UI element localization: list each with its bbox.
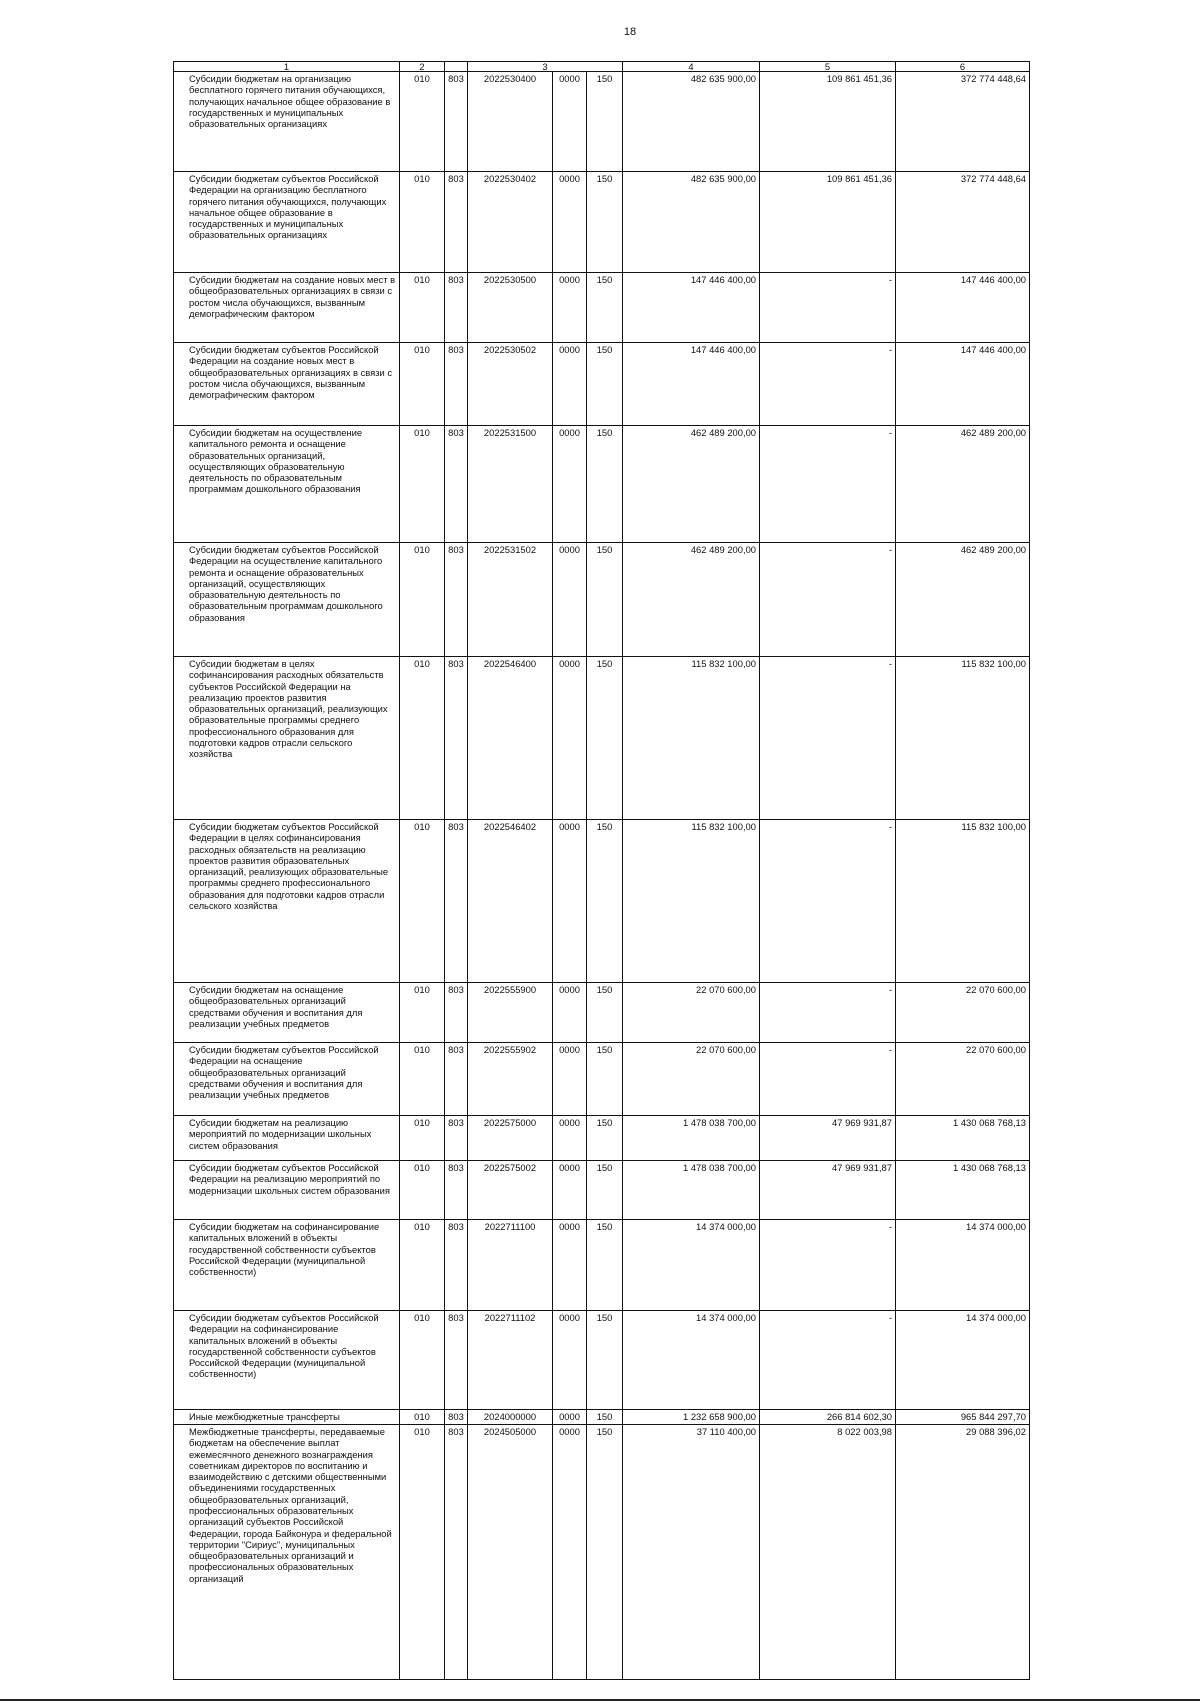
row-name: Субсидии бюджетам на организацию бесплатного горячего питания обучающихся, получающих начальное общее образование в государственных и муниципальных образовательных организациях (174, 72, 400, 172)
table-row (174, 172, 1030, 273)
amount-approved: 462 489 200,00 (623, 543, 760, 657)
header-col-4: 4 (623, 62, 760, 72)
amount-approved: 115 832 100,00 (623, 657, 760, 820)
amount-approved: 37 110 400,00 (623, 1425, 760, 1680)
row-name: Субсидии бюджетам субъектов Российской Федерации на создание новых мест в общеобразовательных организациях в связи с ростом числа обучающихся, вызванным демографическим фактором (174, 343, 400, 426)
code-kbk: 2022575002 (468, 1161, 553, 1220)
code-chief: 803 (445, 1425, 468, 1680)
table-row (174, 657, 1030, 820)
code-kbk: 2022546402 (468, 820, 553, 983)
amount-approved: 147 446 400,00 (623, 343, 760, 426)
code-kbk: 2022531500 (468, 426, 553, 543)
code-kbk: 2022555900 (468, 983, 553, 1043)
amount-executed: - (760, 343, 896, 426)
table-row (174, 273, 1030, 343)
header-col-1: 1 (174, 62, 400, 72)
code-kosgu: 150 (587, 820, 623, 983)
code-sub: 0000 (553, 657, 587, 820)
row-name: Субсидии бюджетам на осуществление капитального ремонта и оснащение образовательных организаций, осуществляющих образовательную деятельность по образовательным программам дошкольного образования (174, 426, 400, 543)
header-col-6: 6 (896, 62, 1030, 72)
amount-approved: 14 374 000,00 (623, 1311, 760, 1410)
code-admin: 010 (400, 1161, 445, 1220)
amount-remaining: 14 374 000,00 (896, 1220, 1030, 1311)
code-sub: 0000 (553, 72, 587, 172)
code-kosgu: 150 (587, 657, 623, 820)
code-kbk: 2022575000 (468, 1116, 553, 1161)
amount-remaining: 29 088 396,02 (896, 1425, 1030, 1680)
code-admin: 010 (400, 1220, 445, 1311)
amount-remaining: 14 374 000,00 (896, 1311, 1030, 1410)
code-admin: 010 (400, 983, 445, 1043)
amount-executed: 266 814 602,30 (760, 1410, 896, 1425)
code-admin: 010 (400, 172, 445, 273)
code-sub: 0000 (553, 426, 587, 543)
code-sub: 0000 (553, 1116, 587, 1161)
code-admin: 010 (400, 543, 445, 657)
table-row (174, 1220, 1030, 1311)
table-row (174, 426, 1030, 543)
code-kbk: 2024000000 (468, 1410, 553, 1425)
row-name: Межбюджетные трансферты, передаваемые бюджетам на обеспечение выплат ежемесячного денежного вознаграждения советникам директоров по воспитанию и взаимодействию с детскими общественными объединениями государственных общеобразовательных организаций, профессиональных образовательных организаций субъектов Российской Федерации, города Байконура и федеральной территории "Сириус", муниципальных общеобразовательных организаций и профессиональных образовательных организаций (174, 1425, 400, 1680)
code-chief: 803 (445, 72, 468, 172)
code-chief: 803 (445, 1161, 468, 1220)
code-admin: 010 (400, 657, 445, 820)
code-admin: 010 (400, 273, 445, 343)
code-kosgu: 150 (587, 1311, 623, 1410)
amount-remaining: 22 070 600,00 (896, 1043, 1030, 1116)
code-kosgu: 150 (587, 343, 623, 426)
code-kbk: 2022530400 (468, 72, 553, 172)
amount-executed: 8 022 003,98 (760, 1425, 896, 1680)
code-sub: 0000 (553, 1425, 587, 1680)
page-bottom-line (0, 1699, 1200, 1701)
code-admin: 010 (400, 1410, 445, 1425)
code-chief: 803 (445, 1043, 468, 1116)
amount-approved: 462 489 200,00 (623, 426, 760, 543)
amount-remaining: 462 489 200,00 (896, 543, 1030, 657)
code-kbk: 2022530502 (468, 343, 553, 426)
code-kbk: 2022711102 (468, 1311, 553, 1410)
code-sub: 0000 (553, 983, 587, 1043)
code-chief: 803 (445, 1410, 468, 1425)
amount-remaining: 1 430 068 768,13 (896, 1116, 1030, 1161)
code-kbk: 2022530500 (468, 273, 553, 343)
row-name: Субсидии бюджетам на реализацию мероприятий по модернизации школьных систем образования (174, 1116, 400, 1161)
amount-approved: 1 478 038 700,00 (623, 1116, 760, 1161)
code-chief: 803 (445, 983, 468, 1043)
amount-executed: 109 861 451,36 (760, 72, 896, 172)
code-admin: 010 (400, 1116, 445, 1161)
budget-table (173, 61, 1030, 1680)
table-row (174, 1311, 1030, 1410)
code-sub: 0000 (553, 172, 587, 273)
amount-approved: 1 478 038 700,00 (623, 1161, 760, 1220)
amount-executed: 109 861 451,36 (760, 172, 896, 273)
header-col-5: 5 (760, 62, 896, 72)
row-name: Иные межбюджетные трансферты (174, 1410, 400, 1425)
table-row (174, 1116, 1030, 1161)
code-kosgu: 150 (587, 543, 623, 657)
code-chief: 803 (445, 657, 468, 820)
code-admin: 010 (400, 72, 445, 172)
amount-executed: 47 969 931,87 (760, 1116, 896, 1161)
code-chief: 803 (445, 1220, 468, 1311)
amount-remaining: 462 489 200,00 (896, 426, 1030, 543)
table-row (174, 1043, 1030, 1116)
code-admin: 010 (400, 426, 445, 543)
code-kosgu: 150 (587, 1425, 623, 1680)
amount-approved: 22 070 600,00 (623, 983, 760, 1043)
code-admin: 010 (400, 820, 445, 983)
row-name: Субсидии бюджетам субъектов Российской Федерации в целях софинансирования расходных обязательств на реализацию проектов развития образовательных организаций, реализующих образовательные программы среднего профессионального образования для подготовки кадров отрасли сельского хозяйства (174, 820, 400, 983)
table-row (174, 543, 1030, 657)
code-chief: 803 (445, 543, 468, 657)
row-name: Субсидии бюджетам субъектов Российской Федерации на реализацию мероприятий по модернизации школьных систем образования (174, 1161, 400, 1220)
code-kosgu: 150 (587, 1043, 623, 1116)
amount-remaining: 1 430 068 768,13 (896, 1161, 1030, 1220)
code-kosgu: 150 (587, 72, 623, 172)
amount-executed: - (760, 820, 896, 983)
code-kosgu: 150 (587, 426, 623, 543)
table-row (174, 820, 1030, 983)
code-admin: 010 (400, 1425, 445, 1680)
row-name: Субсидии бюджетам субъектов Российской Федерации на организацию бесплатного горячего питания обучающихся, получающих начальное общее образование в государственных и муниципальных образовательных организациях (174, 172, 400, 273)
amount-approved: 22 070 600,00 (623, 1043, 760, 1116)
amount-executed: - (760, 1043, 896, 1116)
amount-remaining: 147 446 400,00 (896, 343, 1030, 426)
code-kosgu: 150 (587, 1161, 623, 1220)
table-row (174, 1161, 1030, 1220)
code-kosgu: 150 (587, 1116, 623, 1161)
code-kbk: 2022711100 (468, 1220, 553, 1311)
row-name: Субсидии бюджетам субъектов Российской Федерации на осуществление капитального ремонта и оснащение образовательных организаций, осуществляющих образовательную деятельность по образовательным программам дошкольного образования (174, 543, 400, 657)
row-name: Субсидии бюджетам субъектов Российской Федерации на софинансирование капитальных вложений в объекты государственной собственности субъектов Российской Федерации (муниципальной собственности) (174, 1311, 400, 1410)
code-sub: 0000 (553, 1220, 587, 1311)
code-kosgu: 150 (587, 172, 623, 273)
code-chief: 803 (445, 1311, 468, 1410)
code-chief: 803 (445, 820, 468, 983)
code-admin: 010 (400, 343, 445, 426)
amount-approved: 147 446 400,00 (623, 273, 760, 343)
header-row (174, 62, 1030, 72)
header-col-2: 2 (400, 62, 445, 72)
code-kosgu: 150 (587, 273, 623, 343)
amount-remaining: 22 070 600,00 (896, 983, 1030, 1043)
amount-approved: 482 635 900,00 (623, 72, 760, 172)
code-kosgu: 150 (587, 983, 623, 1043)
code-kbk: 2022531502 (468, 543, 553, 657)
amount-remaining: 965 844 297,70 (896, 1410, 1030, 1425)
table-row (174, 72, 1030, 172)
code-sub: 0000 (553, 343, 587, 426)
code-kbk: 2022546400 (468, 657, 553, 820)
code-kosgu: 150 (587, 1220, 623, 1311)
amount-executed: - (760, 543, 896, 657)
amount-remaining: 372 774 448,64 (896, 72, 1030, 172)
amount-remaining: 147 446 400,00 (896, 273, 1030, 343)
code-chief: 803 (445, 426, 468, 543)
row-name: Субсидии бюджетам на оснащение общеобразовательных организаций средствами обучения и воспитания для реализации учебных предметов (174, 983, 400, 1043)
amount-approved: 14 374 000,00 (623, 1220, 760, 1311)
code-sub: 0000 (553, 1410, 587, 1425)
page-number: 18 (623, 26, 637, 38)
amount-remaining: 115 832 100,00 (896, 657, 1030, 820)
code-kosgu: 150 (587, 1410, 623, 1425)
table-row (174, 1410, 1030, 1425)
code-chief: 803 (445, 343, 468, 426)
amount-executed: - (760, 983, 896, 1043)
code-sub: 0000 (553, 543, 587, 657)
code-chief: 803 (445, 172, 468, 273)
amount-executed: 47 969 931,87 (760, 1161, 896, 1220)
amount-executed: - (760, 426, 896, 543)
table-row (174, 983, 1030, 1043)
code-admin: 010 (400, 1043, 445, 1116)
amount-executed: - (760, 273, 896, 343)
amount-remaining: 115 832 100,00 (896, 820, 1030, 983)
code-kbk: 2022530402 (468, 172, 553, 273)
row-name: Субсидии бюджетам на создание новых мест в общеобразовательных организациях в связи с ростом числа обучающихся, вызванным демографическим фактором (174, 273, 400, 343)
amount-approved: 115 832 100,00 (623, 820, 760, 983)
table-row (174, 343, 1030, 426)
amount-remaining: 372 774 448,64 (896, 172, 1030, 273)
amount-executed: - (760, 1311, 896, 1410)
code-sub: 0000 (553, 1043, 587, 1116)
code-kbk: 2022555902 (468, 1043, 553, 1116)
code-sub: 0000 (553, 1311, 587, 1410)
row-name: Субсидии бюджетам на софинансирование капитальных вложений в объекты государственной собственности субъектов Российской Федерации (муниципальной собственности) (174, 1220, 400, 1311)
amount-executed: - (760, 657, 896, 820)
code-sub: 0000 (553, 273, 587, 343)
code-chief: 803 (445, 273, 468, 343)
code-admin: 010 (400, 1311, 445, 1410)
code-chief: 803 (445, 1116, 468, 1161)
code-sub: 0000 (553, 1161, 587, 1220)
amount-approved: 482 635 900,00 (623, 172, 760, 273)
code-sub: 0000 (553, 820, 587, 983)
row-name: Субсидии бюджетам в целях софинансирования расходных обязательств субъектов Российской Федерации на реализацию проектов развития образовательных организаций, реализующих образовательные программы среднего профессионального образования для подготовки кадров отрасли сельского хозяйства (174, 657, 400, 820)
header-col-3: 3 (468, 62, 623, 72)
amount-executed: - (760, 1220, 896, 1311)
table-row (174, 1425, 1030, 1680)
row-name: Субсидии бюджетам субъектов Российской Федерации на оснащение общеобразовательных организаций средствами обучения и воспитания для реализации учебных предметов (174, 1043, 400, 1116)
code-kbk: 2024505000 (468, 1425, 553, 1680)
amount-approved: 1 232 658 900,00 (623, 1410, 760, 1425)
